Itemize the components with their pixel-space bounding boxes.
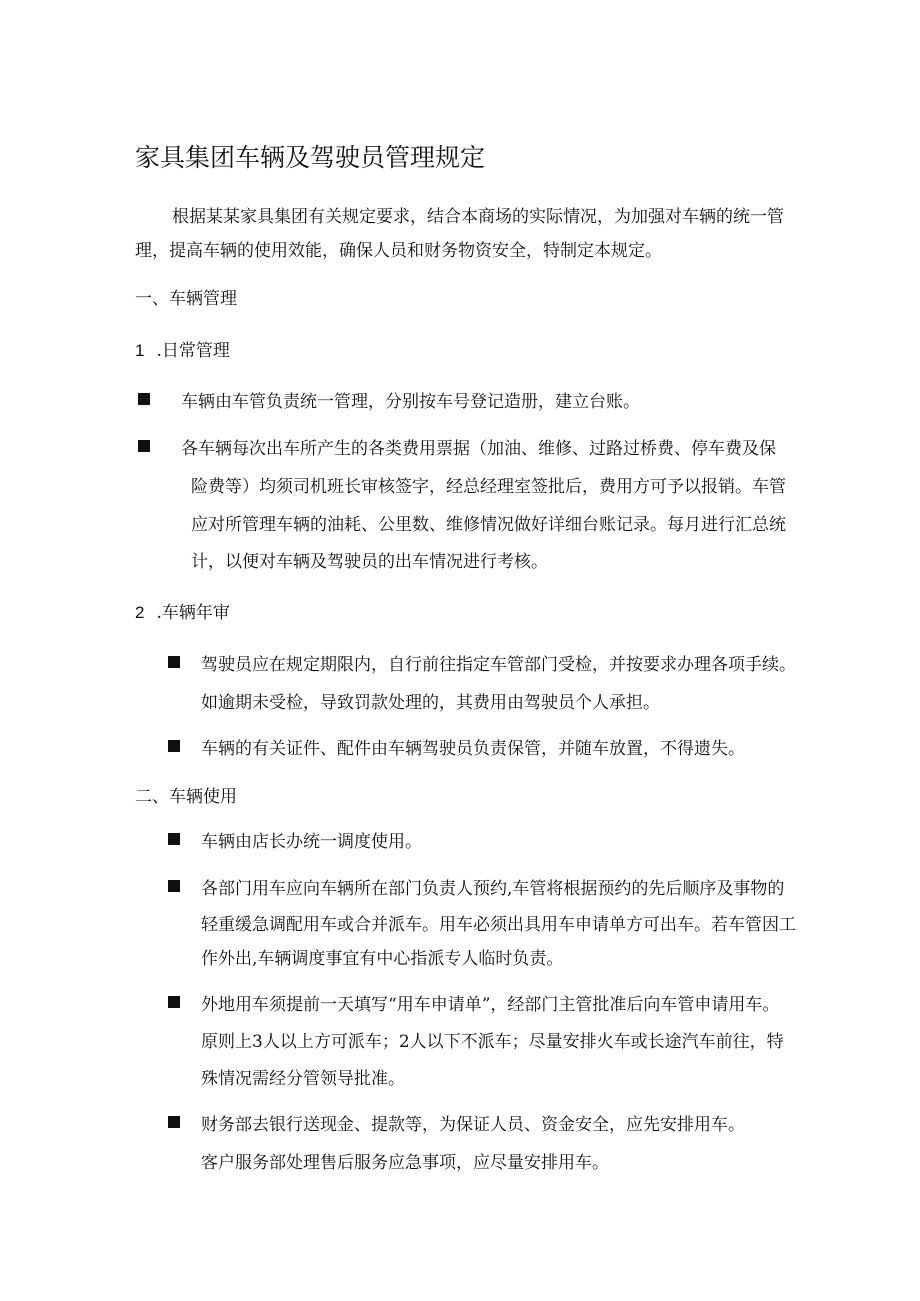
list-item-line: 应对所管理车辆的油耗、公里数、维修情况做好详细台账记录。每月进行汇总统	[191, 515, 786, 535]
list-item-line: 车辆的有关证件、配件由车辆驾驶员负责保管，并随车放置，不得遗失。	[201, 739, 745, 759]
list-item-line: 原则上3人以上方可派车；2人以下不派车；尽量安排火车或长途汽车前往，特	[201, 1032, 784, 1052]
section-heading-vehicle-use: 二、车辆使用	[135, 787, 237, 807]
list-item-line: 各车辆每次出车所产生的各类费用票据（加油、维修、过路过桥费、停车费及保	[181, 439, 776, 459]
bullet-square-icon	[138, 440, 150, 452]
bullet-square-icon	[168, 656, 180, 668]
intro-line-1: 根据某某家具集团有关规定要求，结合本商场的实际情况，为加强对车辆的统一管	[172, 207, 784, 227]
list-item-line: 财务部去银行送现金、提款等，为保证人员、资金安全，应先安排用车。	[201, 1115, 745, 1135]
section-heading-vehicle-management: 一、车辆管理	[135, 289, 237, 309]
bullet-square-icon	[168, 833, 180, 845]
list-item-line: 车辆由店长办统一调度使用。	[201, 832, 422, 852]
list-item-line: 险费等）均须司机班长审核签字，经总经理室签批后，费用方可予以报销。车管	[191, 477, 786, 497]
bullet-square-icon	[168, 740, 180, 752]
bullet-square-icon	[168, 880, 180, 892]
list-item-line: 如逾期未受检，导致罚款处理的，其费用由驾驶员个人承担。	[201, 693, 660, 713]
list-item-line: 作外出,车辆调度事宜有中心指派专人临时负责。	[201, 949, 564, 969]
subheading-label: .车辆年审	[156, 603, 230, 623]
subheading-annual-inspection	[135, 598, 230, 623]
list-item-line: 各部门用车应向车辆所在部门负责人预约,车管将根据预约的先后顺序及事物的	[201, 879, 785, 899]
subheading-number: 2	[135, 603, 145, 622]
list-item-line: 驾驶员应在规定期限内，自行前往指定车管部门受检，并按要求办理各项手续。	[201, 655, 796, 675]
list-item-line: 轻重缓急调配用车或合并派车。用车必须出具用车申请单方可出车。若车管因工	[201, 915, 796, 935]
list-item-line: 计，以便对车辆及驾驶员的出车情况进行考核。	[191, 552, 548, 572]
list-item-line: 车辆由车管负责统一管理，分别按车号登记造册，建立台账。	[181, 392, 640, 412]
bullet-square-icon	[168, 1116, 180, 1128]
document-title: 家具集团车辆及驾驶员管理规定	[135, 143, 486, 172]
subheading-daily-management	[135, 336, 230, 361]
bullet-square-icon	[138, 393, 150, 405]
subheading-number: 1	[135, 341, 145, 360]
bullet-square-icon	[168, 996, 180, 1008]
intro-line-2: 理，提高车辆的使用效能，确保人员和财务物资安全，特制定本规定。	[135, 241, 662, 261]
list-item-line: 客户服务部处理售后服务应急事项，应尽量安排用车。	[201, 1153, 609, 1173]
list-item-line: 外地用车须提前一天填写“用车申请单”，经部门主管批准后向车管申请用车。	[201, 995, 780, 1015]
list-item-line: 殊情况需经分管领导批准。	[201, 1069, 405, 1089]
subheading-label: .日常管理	[156, 341, 230, 361]
